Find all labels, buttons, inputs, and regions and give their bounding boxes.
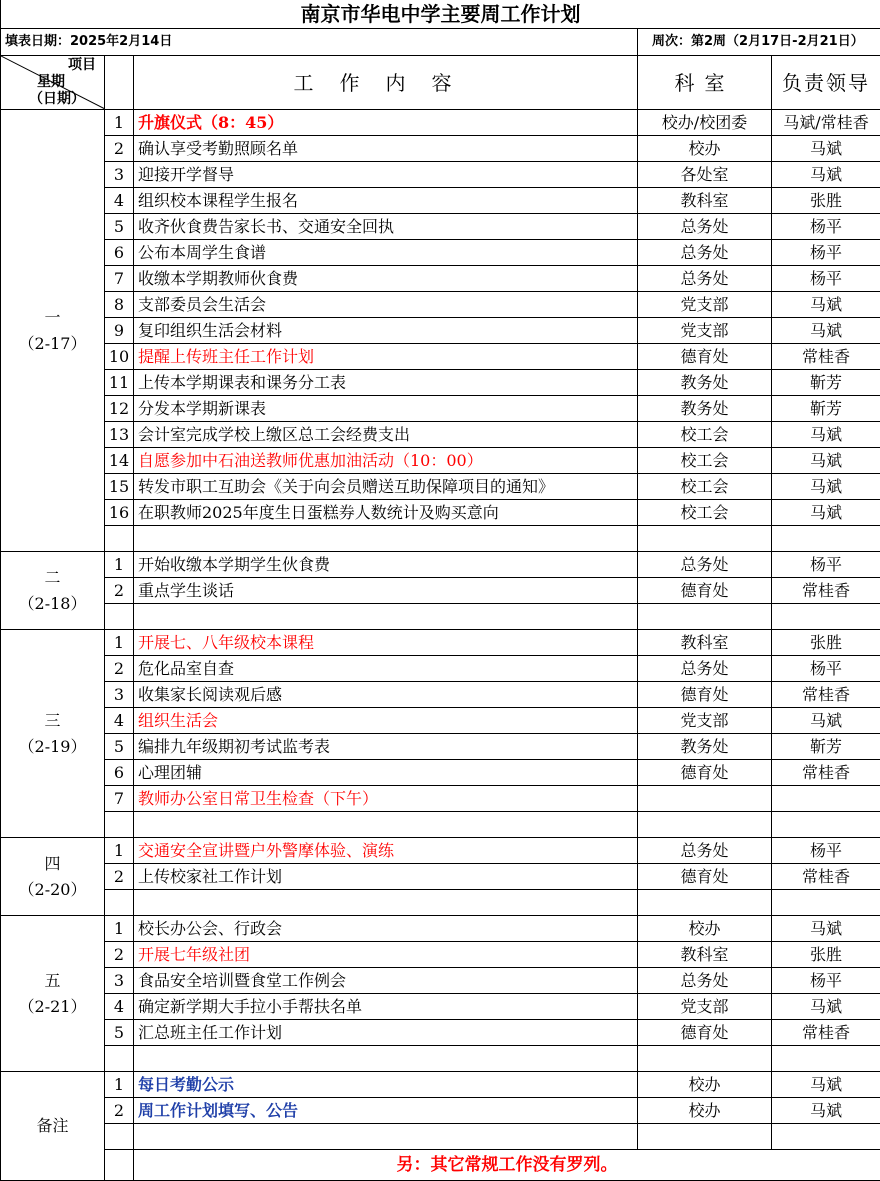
table-row (1, 136, 880, 162)
notes-label: 备注 (1, 1072, 105, 1181)
item-content (134, 812, 638, 838)
item-leader: 杨平 (772, 266, 880, 292)
table-row (1, 370, 880, 396)
item-leader: 杨平 (772, 214, 880, 240)
item-leader: 马斌 (772, 318, 880, 344)
item-dept: 校工会 (638, 500, 772, 526)
item-dept: 校办 (638, 1098, 772, 1124)
item-leader: 常桂香 (772, 578, 880, 604)
table-row (1, 162, 880, 188)
item-leader: 马斌 (772, 1098, 880, 1124)
item-dept: 各处室 (638, 162, 772, 188)
page-title: 南京市华电中学主要周工作计划 (1, 0, 880, 29)
item-dept: 教务处 (638, 734, 772, 760)
weekday-label: 一 (5, 305, 100, 331)
item-dept: 总务处 (638, 968, 772, 994)
item-number: 2 (105, 136, 134, 162)
item-content: 升旗仪式（8：45） (134, 110, 638, 136)
footer-blank (105, 1150, 134, 1181)
item-number: 1 (105, 110, 134, 136)
weekday-label: 四 (5, 851, 100, 877)
table-row (1, 916, 880, 942)
item-leader: 张胜 (772, 942, 880, 968)
item-dept: 德育处 (638, 682, 772, 708)
item-number: 3 (105, 968, 134, 994)
item-leader (772, 890, 880, 916)
item-leader: 马斌 (772, 422, 880, 448)
item-number: 5 (105, 734, 134, 760)
item-leader: 马斌 (772, 708, 880, 734)
item-number: 2 (105, 864, 134, 890)
item-leader: 马斌 (772, 994, 880, 1020)
item-leader (772, 812, 880, 838)
item-leader (772, 786, 880, 812)
item-dept: 校工会 (638, 448, 772, 474)
leader-header: 负责领导 (772, 56, 880, 110)
table-row (1, 760, 880, 786)
item-number: 5 (105, 1020, 134, 1046)
item-content: 分发本学期新课表 (134, 396, 638, 422)
item-dept: 党支部 (638, 994, 772, 1020)
item-leader: 马斌 (772, 1072, 880, 1098)
item-leader (772, 604, 880, 630)
item-content: 开始收缴本学期学生伙食费 (134, 552, 638, 578)
item-content (134, 604, 638, 630)
corner-weekday-label: 星期 (37, 74, 65, 90)
item-number: 14 (105, 448, 134, 474)
item-content: 上传校家社工作计划 (134, 864, 638, 890)
item-number (105, 604, 134, 630)
table-row (1, 1020, 880, 1046)
weekday-cell (1, 552, 105, 630)
item-number: 4 (105, 994, 134, 1020)
item-number: 11 (105, 370, 134, 396)
item-content: 危化品室自查 (134, 656, 638, 682)
week-range: 周次：第2周（2月17日-2月21日） (638, 29, 880, 56)
item-dept: 党支部 (638, 292, 772, 318)
weekday-cell (1, 838, 105, 916)
item-leader: 杨平 (772, 240, 880, 266)
item-content: 组织生活会 (134, 708, 638, 734)
item-number: 1 (105, 838, 134, 864)
item-content: 编排九年级期初考试监考表 (134, 734, 638, 760)
item-dept: 教务处 (638, 370, 772, 396)
item-leader: 马斌 (772, 162, 880, 188)
item-leader: 靳芳 (772, 396, 880, 422)
weekday-cell (1, 916, 105, 1072)
item-number: 3 (105, 682, 134, 708)
item-content: 开展七年级社团 (134, 942, 638, 968)
weekday-cell (1, 110, 105, 552)
item-dept: 总务处 (638, 240, 772, 266)
table-row (1, 1124, 880, 1150)
item-dept: 校办/校团委 (638, 110, 772, 136)
table-row (1, 864, 880, 890)
item-dept (638, 786, 772, 812)
item-dept: 德育处 (638, 578, 772, 604)
table-row (1, 578, 880, 604)
item-dept (638, 812, 772, 838)
table-row (1, 214, 880, 240)
item-leader: 杨平 (772, 552, 880, 578)
dept-header: 科室 (638, 56, 772, 110)
item-number: 3 (105, 162, 134, 188)
item-content (134, 1124, 638, 1150)
item-number: 15 (105, 474, 134, 500)
table-row (1, 396, 880, 422)
item-number: 12 (105, 396, 134, 422)
item-dept: 德育处 (638, 760, 772, 786)
table-row (1, 838, 880, 864)
item-content: 组织校本课程学生报名 (134, 188, 638, 214)
item-leader: 马斌 (772, 448, 880, 474)
item-leader: 常桂香 (772, 344, 880, 370)
item-dept: 党支部 (638, 318, 772, 344)
item-content (134, 1046, 638, 1072)
table-row (1, 734, 880, 760)
item-dept: 德育处 (638, 1020, 772, 1046)
table-row (1, 968, 880, 994)
item-content: 支部委员会生活会 (134, 292, 638, 318)
weekday-date: （2-17） (5, 331, 100, 357)
item-number: 1 (105, 630, 134, 656)
item-content: 上传本学期课表和课务分工表 (134, 370, 638, 396)
table-row (1, 500, 880, 526)
item-dept: 德育处 (638, 344, 772, 370)
item-leader: 常桂香 (772, 682, 880, 708)
item-dept: 总务处 (638, 656, 772, 682)
table-row (1, 812, 880, 838)
item-dept: 校工会 (638, 422, 772, 448)
item-content: 交通安全宣讲暨户外警摩体验、演练 (134, 838, 638, 864)
item-content: 校长办公会、行政会 (134, 916, 638, 942)
item-number: 2 (105, 1098, 134, 1124)
item-dept: 总务处 (638, 266, 772, 292)
item-number: 1 (105, 1072, 134, 1098)
fill-date: 填表日期：2025年2月14日 (1, 29, 638, 56)
item-content: 在职教师2025年度生日蛋糕券人数统计及购买意向 (134, 500, 638, 526)
item-content: 收齐伙食费告家长书、交通安全回执 (134, 214, 638, 240)
item-number: 6 (105, 240, 134, 266)
item-dept: 校工会 (638, 474, 772, 500)
item-leader (772, 1046, 880, 1072)
item-leader: 常桂香 (772, 864, 880, 890)
item-content: 收集家长阅读观后感 (134, 682, 638, 708)
item-content: 转发市职工互助会《关于向会员赠送互助保障项目的通知》 (134, 474, 638, 500)
item-content: 每日考勤公示 (134, 1072, 638, 1098)
item-number: 6 (105, 760, 134, 786)
item-number: 4 (105, 188, 134, 214)
corner-header (1, 56, 105, 110)
item-leader: 马斌 (772, 500, 880, 526)
table-row (1, 188, 880, 214)
item-dept: 教科室 (638, 188, 772, 214)
table-row (1, 630, 880, 656)
item-number (105, 1046, 134, 1072)
item-dept: 教科室 (638, 942, 772, 968)
item-number: 13 (105, 422, 134, 448)
item-leader (772, 1124, 880, 1150)
item-dept: 党支部 (638, 708, 772, 734)
table-row (1, 1072, 880, 1098)
item-leader: 马斌/常桂香 (772, 110, 880, 136)
item-content: 食品安全培训暨食堂工作例会 (134, 968, 638, 994)
item-number: 5 (105, 214, 134, 240)
weekday-date: （2-20） (5, 877, 100, 903)
item-content: 汇总班主任工作计划 (134, 1020, 638, 1046)
table-row (1, 318, 880, 344)
item-leader: 马斌 (772, 292, 880, 318)
table-row (1, 994, 880, 1020)
table-row (1, 656, 880, 682)
table-row (1, 604, 880, 630)
table-row (1, 448, 880, 474)
item-leader: 杨平 (772, 968, 880, 994)
item-number: 9 (105, 318, 134, 344)
item-number: 4 (105, 708, 134, 734)
item-dept: 校办 (638, 136, 772, 162)
item-number: 1 (105, 916, 134, 942)
weekday-date: （2-18） (5, 591, 100, 617)
item-leader: 马斌 (772, 916, 880, 942)
item-content: 提醒上传班主任工作计划 (134, 344, 638, 370)
item-content: 周工作计划填写、公告 (134, 1098, 638, 1124)
item-number (105, 1124, 134, 1150)
item-dept: 教科室 (638, 630, 772, 656)
table-row (1, 110, 880, 136)
item-dept: 校办 (638, 916, 772, 942)
item-leader: 常桂香 (772, 1020, 880, 1046)
weekday-date: （2-19） (5, 734, 100, 760)
item-dept: 总务处 (638, 552, 772, 578)
item-leader: 马斌 (772, 136, 880, 162)
item-dept: 总务处 (638, 838, 772, 864)
item-content: 迎接开学督导 (134, 162, 638, 188)
item-number: 2 (105, 578, 134, 604)
table-row (1, 1098, 880, 1124)
table-row (1, 552, 880, 578)
weekday-label: 三 (5, 708, 100, 734)
item-content: 自愿参加中石油送教师优惠加油活动（10：00） (134, 448, 638, 474)
table-row (1, 474, 880, 500)
item-number: 2 (105, 942, 134, 968)
item-dept (638, 1124, 772, 1150)
table-row (1, 1046, 880, 1072)
item-dept (638, 890, 772, 916)
item-dept (638, 526, 772, 552)
item-leader: 张胜 (772, 188, 880, 214)
item-leader: 靳芳 (772, 370, 880, 396)
item-content: 开展七、八年级校本课程 (134, 630, 638, 656)
table-row (1, 526, 880, 552)
item-number (105, 526, 134, 552)
table-row (1, 682, 880, 708)
table-row (1, 240, 880, 266)
item-content: 教师办公室日常卫生检查（下午） (134, 786, 638, 812)
item-content: 复印组织生活会材料 (134, 318, 638, 344)
item-dept: 德育处 (638, 864, 772, 890)
item-content: 确定新学期大手拉小手帮扶名单 (134, 994, 638, 1020)
content-header: 工作内容 (134, 56, 638, 110)
item-leader: 杨平 (772, 656, 880, 682)
item-content: 心理团辅 (134, 760, 638, 786)
item-dept: 校办 (638, 1072, 772, 1098)
item-dept (638, 604, 772, 630)
item-number: 8 (105, 292, 134, 318)
weekday-label: 五 (5, 968, 100, 994)
table-row (1, 786, 880, 812)
item-leader: 靳芳 (772, 734, 880, 760)
weekday-cell (1, 630, 105, 838)
item-leader: 张胜 (772, 630, 880, 656)
table-row (1, 344, 880, 370)
item-content: 会计室完成学校上缴区总工会经费支出 (134, 422, 638, 448)
table-row (1, 942, 880, 968)
item-leader: 常桂香 (772, 760, 880, 786)
item-dept: 教务处 (638, 396, 772, 422)
item-content (134, 526, 638, 552)
item-content: 确认享受考勤照顾名单 (134, 136, 638, 162)
item-leader (772, 526, 880, 552)
number-header (105, 56, 134, 110)
item-number: 1 (105, 552, 134, 578)
item-content: 公布本周学生食谱 (134, 240, 638, 266)
item-number: 16 (105, 500, 134, 526)
item-number: 7 (105, 266, 134, 292)
item-number (105, 812, 134, 838)
item-content: 收缴本学期教师伙食费 (134, 266, 638, 292)
table-row (1, 890, 880, 916)
item-leader: 马斌 (772, 474, 880, 500)
item-number (105, 890, 134, 916)
corner-date-label: （日期） (29, 91, 85, 107)
footer-note: 另：其它常规工作没有罗列。 (134, 1150, 880, 1181)
item-number: 7 (105, 786, 134, 812)
weekday-date: （2-21） (5, 994, 100, 1020)
item-content (134, 890, 638, 916)
weekday-label: 二 (5, 565, 100, 591)
item-dept (638, 1046, 772, 1072)
item-number: 2 (105, 656, 134, 682)
table-row (1, 266, 880, 292)
footer-row (1, 1150, 880, 1181)
item-content: 重点学生谈话 (134, 578, 638, 604)
item-dept: 总务处 (638, 214, 772, 240)
table-row (1, 292, 880, 318)
table-row (1, 422, 880, 448)
item-leader: 杨平 (772, 838, 880, 864)
corner-item-label: 项目 (68, 57, 96, 73)
item-number: 10 (105, 344, 134, 370)
table-row (1, 708, 880, 734)
